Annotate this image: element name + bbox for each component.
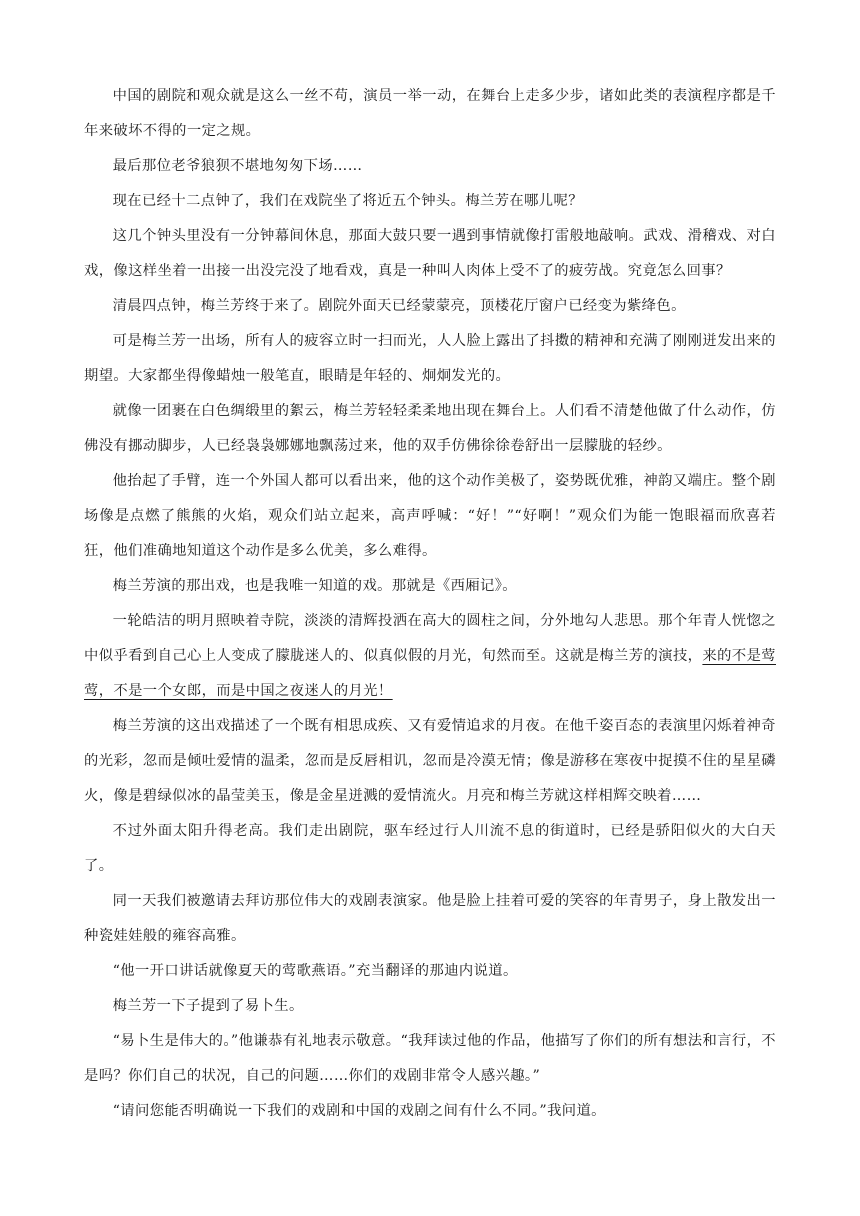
paragraph-text: 一轮皓洁的明月照映着寺院，淡淡的清辉投洒在高大的圆柱之间，分外地勾人悲思。那个年青人恍惚之中似乎看到自己心上人变成了朦胧迷人的、似真似假的月光，旬然而至。这就是梅兰芳的演技， xyxy=(84,613,776,664)
paragraph: 他抬起了手臂，连一个外国人都可以看出来，他的这个动作美极了，姿势既优雅，神韵又端庄。整个剧场像是点燃了熊熊的火焰，观众们站立起来，高声呼喊：“好！”“好啊！”观众们为能一饱眼福而欣喜若狂，他们准确地知道这个动作是多么优美，多么难得。 xyxy=(84,473,776,559)
paragraph: 中国的剧院和观众就是这么一丝不苟，演员一举一动，在舞台上走多少步，诸如此类的表演程序都是千年来破坏不得的一定之规。 xyxy=(84,88,776,139)
paragraph: 这几个钟头里没有一分钟幕间休息，那面大鼓只要一遇到事情就像打雷般地敲响。武戏、滑稽戏、对白戏，像这样坐着一出接一出没完没了地看戏，真是一种叫人肉体上受不了的疲劳战。究竟怎么回事？ xyxy=(84,228,776,279)
paragraph: “易卜生是伟大的。”他谦恭有礼地表示敬意。“我拜读过他的作品，他描写了你们的所有想法和言行，不是吗？你们自己的状况，自己的问题……你们的戏剧非常令人感兴趣。” xyxy=(84,1033,776,1084)
paragraph: 清晨四点钟，梅兰芳终于来了。剧院外面天已经蒙蒙亮，顶楼花厅窗户已经变为紫绛色。 xyxy=(112,298,686,314)
paragraph: 就像一团裹在白色绸缎里的絮云，梅兰芳轻轻柔柔地出现在舞台上。人们看不清楚他做了什么动作，仿佛没有挪动脚步，人已经袅袅娜娜地飘荡过来，他的双手仿佛徐徐卷舒出一层朦胧的轻纱。 xyxy=(84,403,776,454)
paragraph: 可是梅兰芳一出场，所有人的疲容立时一扫而光，人人脸上露出了抖擞的精神和充满了刚刚迸发出来的期望。大家都坐得像蜡烛一般笔直，眼睛是年轻的、炯炯发光的。 xyxy=(84,333,776,384)
article-body xyxy=(84,79,776,1129)
paragraph: “他一开口讲话就像夏天的莺歌燕语。”充当翻译的那迪内说道。 xyxy=(112,963,518,979)
paragraph: 现在已经十二点钟了，我们在戏院坐了将近五个钟头。梅兰芳在哪儿呢？ xyxy=(112,193,583,209)
paragraph: 同一天我们被邀请去拜访那位伟大的戏剧表演家。他是脸上挂着可爱的笑容的年青男子，身上散发出一种瓷娃娃般的雍容高雅。 xyxy=(84,893,776,944)
paragraph: 不过外面太阳升得老高。我们走出剧院，驱车经过行人川流不息的街道时，已经是骄阳似火的大白天了。 xyxy=(84,823,776,874)
paragraph: 梅兰芳演的那出戏，也是我唯一知道的戏。那就是《西厢记》。 xyxy=(112,578,517,594)
paragraph: 梅兰芳演的这出戏描述了一个既有相思成疾、又有爱情追求的月夜。在他千姿百态的表演里闪烁着神奇的光彩，忽而是倾吐爱情的温柔，忽而是反唇相讥，忽而是冷漠无情；像是游移在寒夜中捉摸不住的星星磷火，像是碧绿似冰的晶莹美玉，像是金星迸溅的爱情流火。月亮和梅兰芳就这样相辉交映着…… xyxy=(84,718,776,804)
paragraph: 最后那位老爷狼狈不堪地匆匆下场…… xyxy=(112,158,363,174)
underlined-sentence: 来的不是莺莺，不是一个女郎，而是中国之夜迷人的月光！ xyxy=(84,648,776,699)
paragraph: “请问您能否明确说一下我们的戏剧和中国的戏剧之间有什么不同。”我问道。 xyxy=(112,1103,606,1119)
paragraph-with-underline xyxy=(84,604,776,709)
paragraph: 梅兰芳一下子提到了易卜生。 xyxy=(112,998,304,1014)
